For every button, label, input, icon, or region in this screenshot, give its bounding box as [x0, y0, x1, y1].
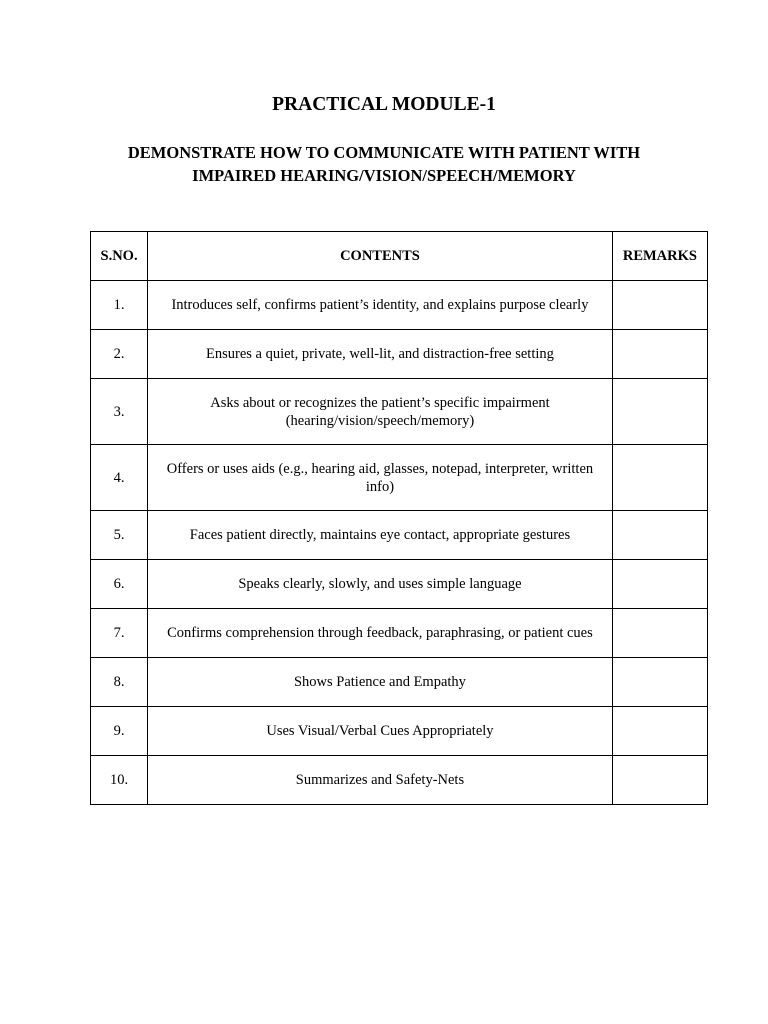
table-row — [91, 330, 708, 379]
row-sno: 4. — [91, 445, 148, 511]
row-remarks-cell[interactable] — [612, 707, 707, 756]
row-remarks-cell[interactable] — [612, 445, 707, 511]
table-row — [91, 281, 708, 330]
row-sno: 5. — [91, 511, 148, 560]
row-sno: 1. — [91, 281, 148, 330]
row-content: Offers or uses aids (e.g., hearing aid, glasses, notepad, interpreter, written info) — [148, 445, 613, 511]
row-remarks-cell[interactable] — [612, 511, 707, 560]
table-row — [91, 445, 708, 511]
row-content: Introduces self, confirms patient’s identity, and explains purpose clearly — [148, 281, 613, 330]
header-contents: CONTENTS — [148, 232, 613, 281]
row-sno: 2. — [91, 330, 148, 379]
row-content: Uses Visual/Verbal Cues Appropriately — [148, 707, 613, 756]
page-subtitle — [84, 141, 684, 187]
row-remarks-cell[interactable] — [612, 560, 707, 609]
row-content: Confirms comprehension through feedback, paraphrasing, or patient cues — [148, 609, 613, 658]
table-header-row — [91, 232, 708, 281]
table-row — [91, 609, 708, 658]
row-content: Speaks clearly, slowly, and uses simple language — [148, 560, 613, 609]
row-remarks-cell[interactable] — [612, 281, 707, 330]
table-row — [91, 658, 708, 707]
row-remarks-cell[interactable] — [612, 330, 707, 379]
row-content: Asks about or recognizes the patient’s specific impairment (hearing/vision/speech/memory) — [148, 379, 613, 445]
header-remarks: REMARKS — [612, 232, 707, 281]
row-content: Summarizes and Safety-Nets — [148, 756, 613, 805]
row-remarks-cell[interactable] — [612, 379, 707, 445]
subtitle-line-2: IMPAIRED HEARING/VISION/SPEECH/MEMORY — [192, 166, 576, 185]
page-title: PRACTICAL MODULE-1 — [272, 94, 496, 115]
table-row — [91, 707, 708, 756]
table-row — [91, 511, 708, 560]
row-content: Shows Patience and Empathy — [148, 658, 613, 707]
row-sno: 10. — [91, 756, 148, 805]
table-row — [91, 379, 708, 445]
table-row — [91, 560, 708, 609]
table-row — [91, 756, 708, 805]
row-content: Faces patient directly, maintains eye contact, appropriate gestures — [148, 511, 613, 560]
row-remarks-cell[interactable] — [612, 658, 707, 707]
row-sno: 9. — [91, 707, 148, 756]
row-content: Ensures a quiet, private, well-lit, and distraction-free setting — [148, 330, 613, 379]
row-sno: 7. — [91, 609, 148, 658]
checklist-body — [91, 281, 708, 805]
row-remarks-cell[interactable] — [612, 756, 707, 805]
row-sno: 8. — [91, 658, 148, 707]
subtitle-line-1: DEMONSTRATE HOW TO COMMUNICATE WITH PATIENT WITH — [127, 143, 641, 162]
checklist-table — [90, 231, 708, 805]
header-sno: S.NO. — [91, 232, 148, 281]
row-sno: 3. — [91, 379, 148, 445]
row-sno: 6. — [91, 560, 148, 609]
row-remarks-cell[interactable] — [612, 609, 707, 658]
